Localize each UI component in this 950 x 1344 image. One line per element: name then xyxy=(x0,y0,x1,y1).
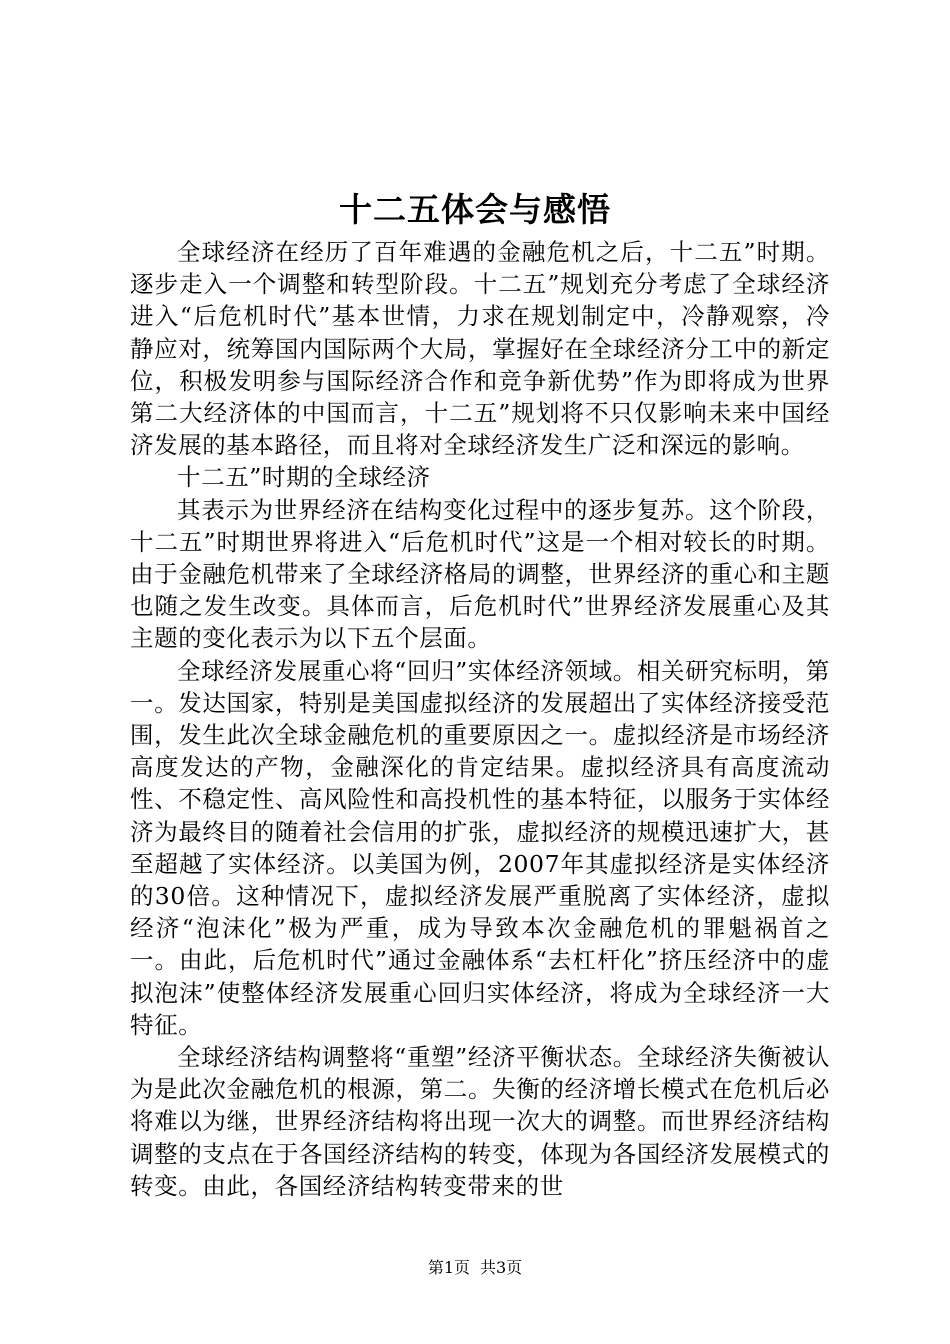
paragraph: 全球经济发展重心将“回归”实体经济领域。相关研究标明，第一。发达国家，特别是美国虚拟经济的发展超出了实体经济接受范围，发生此次全球金融危机的重要原因之一。虚拟经济是市场经济高度发达的产物，金融深化的肯定结果。虚拟经济具有高度流动性、不稳定性、高风险性和高投机性的基本特征，以服务于实体经济为最终目的随着社会信用的扩张，虚拟经济的规模迅速扩大，甚至超越了实体经济。以美国为例，2007年其虚拟经济是实体经济的30倍。这种情况下，虚拟经济发展严重脱离了实体经济，虚拟经济“泡沫化”极为严重，成为导致本次金融危机的罪魁祸首之一。由此，后危机时代”通过金融体系“去杠杆化”挤压经济中的虚拟泡沫”使整体经济发展重心回归实体经济，将成为全球经济一大特征。 xyxy=(130,656,830,1039)
page-total: 共3页 xyxy=(480,1258,523,1277)
paragraph: 全球经济在经历了百年难遇的金融危机之后，十二五”时期。逐步走入一个调整和转型阶段。十二五”规划充分考虑了全球经济进入“后危机时代”基本世情，力求在规划制定中，冷静观察，冷静应对，统筹国内国际两个大局，掌握好在全球经济分工中的新定位，积极发明参与国际经济合作和竞争新优势”作为即将成为世界第二大经济体的中国而言，十二五”规划将不只仅影响未来中国经济发展的基本路径，而且将对全球经济发生广泛和深远的影响。 xyxy=(130,238,830,460)
page-number: 第1页 xyxy=(427,1258,470,1277)
paragraph: 全球经济结构调整将“重塑”经济平衡状态。全球经济失衡被认为是此次金融危机的根源，第二。失衡的经济增长模式在危机后必将难以为继，世界经济结构将出现一次大的调整。而世界经济结构调整的支点在于各国经济结构的转变，体现为各国经济发展模式的转变。由此，各国经济结构转变带来的世 xyxy=(130,1043,830,1200)
paragraph: 其表示为世界经济在结构变化过程中的逐步复苏。这个阶段，十二五”时期世界将进入“后危机时代”这是一个相对较长的时期。由于金融危机带来了全球经济格局的调整，世界经济的重心和主题也随之发生改变。具体而言，后危机时代”世界经济发展重心及其主题的变化表示为以下五个层面。 xyxy=(130,495,830,653)
document-title: 十二五体会与感悟 xyxy=(339,190,611,229)
section-heading: 十二五”时期的全球经济 xyxy=(177,463,431,492)
document-body xyxy=(130,236,830,1202)
page-footer xyxy=(0,1256,950,1280)
